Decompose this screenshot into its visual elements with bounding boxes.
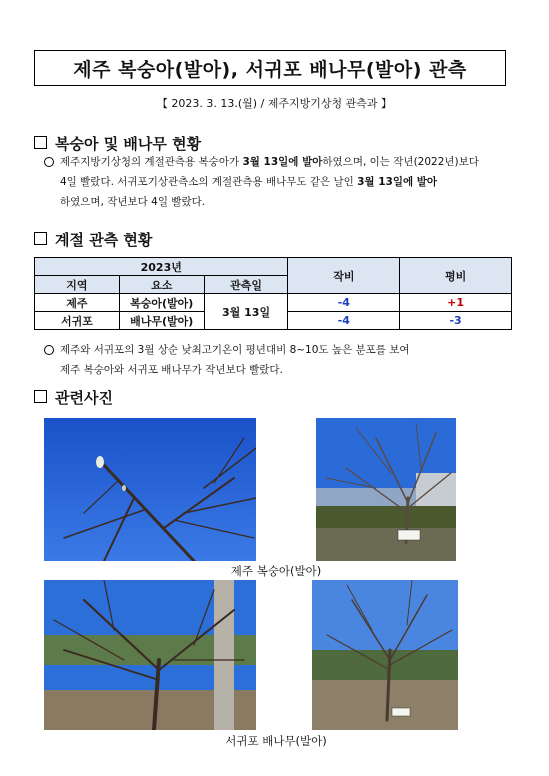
square-bullet-icon	[34, 136, 47, 149]
year-header: 2023년	[35, 258, 288, 276]
element-cell: 복숭아(발아)	[119, 294, 204, 312]
square-bullet-icon	[34, 390, 47, 403]
status-line-3: 하였으며, 작년보다 4일 빨랐다.	[60, 196, 206, 208]
status-line-2: 4일 빨랐다. 서귀포기상관측소의 계절관측용 배나무도 같은 날인 3월 13일에 발아	[60, 176, 438, 188]
photo-jeju-peach-tree	[316, 418, 456, 561]
dateline: 【 2023. 3. 13.(월) / 제주지방기상청 관측과 】	[156, 97, 393, 110]
circle-bullet-icon	[44, 157, 54, 167]
title-text: 제주 복숭아(발아), 서귀포 배나무(발아) 관측	[73, 58, 467, 81]
region-cell: 제주	[35, 294, 120, 312]
col-vs-last-year: 작비	[288, 258, 400, 294]
section-heading-observation: 계절 관측 현황	[34, 229, 152, 250]
vs-last-year-cell: -4	[288, 312, 400, 330]
status-line-1: 제주지방기상청의 계절관측용 복숭아가 3월 13일에 발아하였으며, 이는 작년(2022년)보다	[60, 156, 479, 168]
document-title	[34, 50, 506, 86]
circle-bullet-icon	[44, 345, 54, 355]
date-cell: 3월 13일	[204, 294, 288, 330]
table-row	[35, 294, 512, 312]
caption-jeju: 제주 복숭아(발아)	[230, 564, 322, 578]
photo-seogwipo-pear-closeup	[44, 580, 256, 730]
observation-table	[34, 257, 512, 330]
photo-jeju-peach-closeup	[44, 418, 256, 561]
square-bullet-icon	[34, 232, 47, 245]
col-element: 요소	[119, 276, 204, 294]
note-line-1: 제주와 서귀포의 3월 상순 낮최고기온이 평년대비 8~10도 높은 분포를 보여	[60, 344, 410, 356]
col-date: 관측일	[204, 276, 288, 294]
vs-normal-cell: +1	[400, 294, 512, 312]
note-line-2: 제주 복숭아와 서귀포 배나무가 작년보다 빨랐다.	[60, 364, 283, 376]
observation-note	[44, 340, 514, 382]
status-paragraph	[44, 152, 514, 214]
photo-seogwipo-pear-tree	[312, 580, 458, 730]
col-vs-normal: 평비	[400, 258, 512, 294]
section-heading-status: 복숭아 및 배나무 현황	[34, 133, 201, 154]
element-cell: 배나무(발아)	[119, 312, 204, 330]
region-cell: 서귀포	[35, 312, 120, 330]
caption-seogwipo: 서귀포 배나무(발아)	[225, 734, 327, 748]
col-region: 지역	[35, 276, 120, 294]
vs-last-year-cell: -4	[288, 294, 400, 312]
section-heading-photos: 관련사진	[34, 387, 113, 408]
vs-normal-cell: -3	[400, 312, 512, 330]
